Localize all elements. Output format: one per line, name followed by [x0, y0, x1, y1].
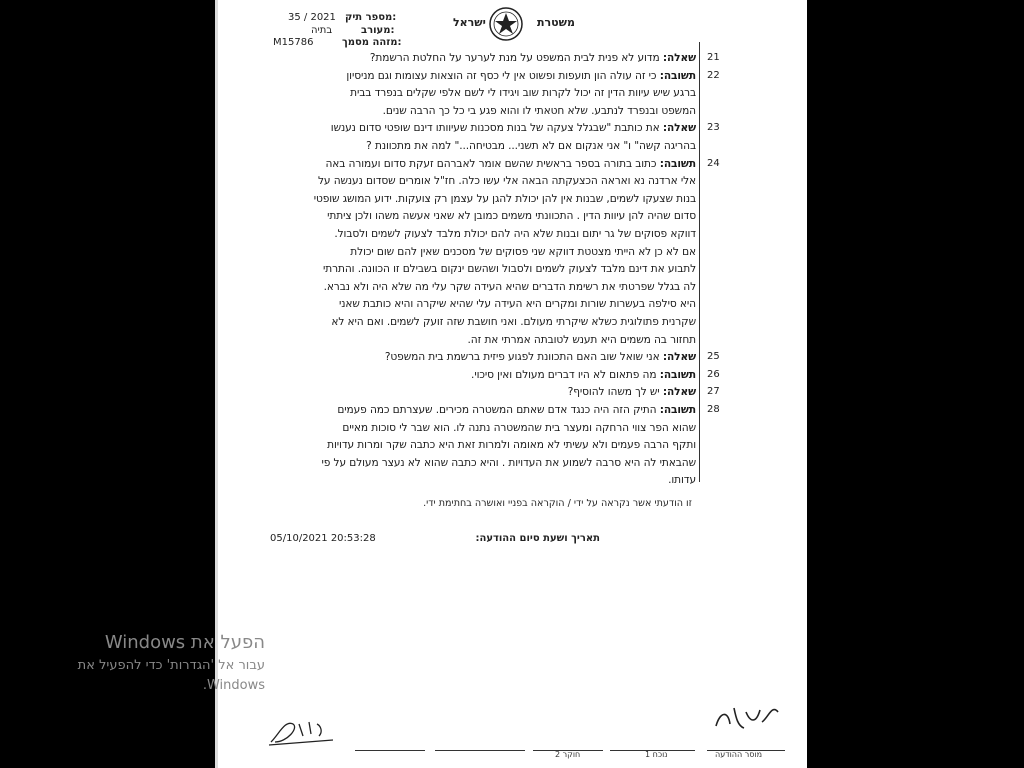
- statement-line: [270, 386, 696, 398]
- statement-line-text: תחזור בה משמים היא תענש לטובתה אמרתי את זה.: [467, 333, 696, 346]
- line-number: 24: [707, 157, 720, 169]
- statement-line-text: אם לא כן לא הייתי מצטטת דווקא שני פסוקים של מסכנים שאין להם שום יכולת: [350, 245, 696, 258]
- statement-line-label: שאלה:: [662, 52, 696, 64]
- giver-signature-icon: [710, 698, 785, 738]
- statement-line-label: תשובה:: [659, 368, 696, 381]
- statement-line: [270, 281, 696, 293]
- statement-line-label: שאלה:: [662, 351, 696, 364]
- statement-line-text: מדוע לא פנית לבית המשפט על מנת לערער על החלטת הרשמת?: [369, 52, 663, 64]
- line-number: 21: [707, 52, 720, 63]
- statement-line-label: שאלה:: [662, 122, 696, 135]
- statement-line: [270, 87, 696, 99]
- line-number: 23: [707, 122, 720, 134]
- margin-rule: [699, 42, 700, 482]
- line-number: 25: [707, 351, 720, 363]
- statement-line: [270, 175, 696, 187]
- statement-line-text: אלי ארדנה נא ואראה הכצעקתה הבאה אלי עשו כלה. חז"ל אומרים שסדום נענשה על: [317, 175, 696, 188]
- statement-line: [270, 439, 696, 451]
- witness2-signature-label: חוקר 2: [555, 750, 581, 759]
- statement-line-text: לתבוע את דינם מלבד לצעוק לשמים ולסבול ושהשם ינקום בשבילם זו הכוונה. והתרתי: [322, 263, 696, 276]
- statement-line: [270, 52, 696, 64]
- statement-line: [270, 316, 696, 328]
- file-number-value: 35 / 2021: [288, 12, 336, 23]
- end-datetime-label: תאריך ושעת סיום ההודעה:: [475, 533, 600, 544]
- statement-line: [270, 158, 696, 170]
- scanned-document-page: [215, 0, 807, 768]
- statement-line: [270, 422, 696, 434]
- giver-signature-label: מוסר ההודעה: [715, 750, 763, 759]
- statement-line: [270, 193, 696, 205]
- statement-line-text: יש לך משהו להוסיף?: [567, 386, 663, 399]
- statement-line-text: בהריגה קשה" ו" אני אנקום אם לא תשני... מבטיחה..." למה את מתכוונת ?: [366, 140, 696, 152]
- statement-line-text: לה בגלל שפרטתי את רשימת הדברים שהיא העידה שקר עלי מה שלא היה ולא נברא.: [323, 280, 696, 293]
- statement-line-text: דווקא פסוקים של גר יתום ובנות שלא היה להם יכולת מלבד לצעוק לשמים ולסבול.: [334, 228, 696, 240]
- statement-line-text: מה פתאום לא היו דברים מעולם ואין סיכוי.: [471, 368, 660, 381]
- police-emblem-icon: [487, 6, 525, 42]
- windows-activation-hint-2: Windows.: [202, 678, 265, 693]
- statement-line-text: את כותבת "שבגלל צעקה של בנות מסכנות שעיוותו דינם שופטי סדום נענשו: [330, 122, 663, 135]
- header-israel: ישראל: [453, 16, 486, 29]
- witness1-signature-label: נוכח 1: [645, 750, 668, 759]
- statement-line: [270, 246, 696, 258]
- line-number: 26: [707, 368, 720, 380]
- header-police: משטרת: [537, 16, 575, 29]
- statement-line-text: שקרנית פתולוגית כשלא שיקרתי מעולם. ואני חושבת שזה זועק לשמים. ואם היא לא: [331, 316, 696, 328]
- investigator-signature-icon: [265, 712, 340, 748]
- statement-line-text: שהבאתי לה היא סרבה לשמוע את העדויות . והיא כתבה שהוא לא נעצר מעולם על פי: [321, 456, 696, 469]
- end-datetime-value: 05/10/2021 20:53:28: [270, 533, 376, 544]
- statement-line-text: עדותו.: [668, 474, 696, 487]
- statement-line-text: ברגע שיש עיוות הדין זה יכול לקרות שוב ויגידו לי לשם אלפי שקלים בנפרד בבית: [350, 87, 696, 100]
- statement-line: [270, 457, 696, 469]
- statement-line: [270, 140, 696, 152]
- statement-line: [270, 474, 696, 486]
- statement-line-text: שהוא הפר צווי הרחקה ומעצר בית שהמשטרה נתנה לו. הוא שבר לי סוכות מאיים: [342, 421, 696, 434]
- line-number: 28: [707, 404, 720, 415]
- statement-line: [270, 369, 696, 381]
- statement-line-label: תשובה:: [659, 157, 696, 170]
- suspect-value: בתיה: [311, 25, 333, 36]
- statement-footnote: זו הודעתי אשר נקראה על ידי / הוקראה בפניי ואושרה בחתימת ידי.: [423, 498, 692, 509]
- statement-line-text: סדום שהיה להן עיוות הדין . התכוונתי משמים כמובן לא שאני אעשה משהו ולכן ציתתי: [327, 210, 696, 223]
- statement-line-text: כי זה עולה הון תועפות ופשוט אין לי כסף זה הוצאות עצומות וגם מניסיון: [346, 69, 660, 82]
- file-number-label: מספר תיק:: [345, 12, 397, 23]
- statement-line: [270, 263, 696, 275]
- extra-signature-line: [355, 750, 425, 751]
- statement-line-text: בנות שצעקו לשמים, שבנות אין להן יכולת להגן על עצמן רק צועקות. ידוע המושג שופטי: [313, 192, 696, 205]
- statement-line: [270, 122, 696, 134]
- statement-line: [270, 404, 696, 416]
- doc-id-label: מזהה מסמך:: [342, 37, 402, 48]
- statement-line-text: כתוב בתורה בספר בראשית שהשם אומר לאברהם זעקת סדום ועמורה באה: [325, 157, 660, 170]
- statement-line-label: תשובה:: [659, 404, 696, 416]
- suspect-label: מעורב:: [361, 25, 395, 36]
- windows-activation-hint: עבור אל 'הגדרות' כדי להפעיל את: [77, 658, 265, 673]
- statement-line: [270, 298, 696, 310]
- statement-line: [270, 210, 696, 222]
- statement-line-text: ותקף הרבה פעמים ולא עשיתי לא מאומה ולמרות זאת היא כתבה שקר ומרות עדויות: [327, 439, 696, 452]
- statement-line: [270, 70, 696, 82]
- statement-line: [270, 351, 696, 363]
- statement-line: [270, 334, 696, 346]
- statement-line-label: שאלה:: [662, 386, 696, 399]
- statement-line: [270, 228, 696, 240]
- windows-activation-watermark: הפעל את Windows: [104, 632, 265, 653]
- line-number: 27: [707, 386, 720, 398]
- investigator-signature-line: [435, 750, 525, 751]
- end-datetime: [270, 533, 610, 544]
- statement-line-text: התיק הזה היה כנגד אדם שאתם המשטרה מכירים. שעצרתם כמה פעמים: [337, 404, 660, 416]
- doc-id-value: M15786: [273, 37, 314, 48]
- statement-line-label: תשובה:: [659, 69, 696, 82]
- statement-line-text: אני שואל שוב האם התכוונת לפגוע פיזית ברשמת בית המשפט?: [384, 351, 663, 364]
- line-number: 22: [707, 69, 720, 81]
- statement-line-text: היא סילפה בעשרות שורות ומקרים היא העידה עלי שהיא שיקרה והיא כותבת שאני: [338, 298, 696, 311]
- statement-line: [270, 105, 696, 117]
- statement-line-text: המשפט ובנפרד לנתבע. שלא חטאתי לו והוא פגע בי כל כך הרבה שנים.: [382, 104, 696, 117]
